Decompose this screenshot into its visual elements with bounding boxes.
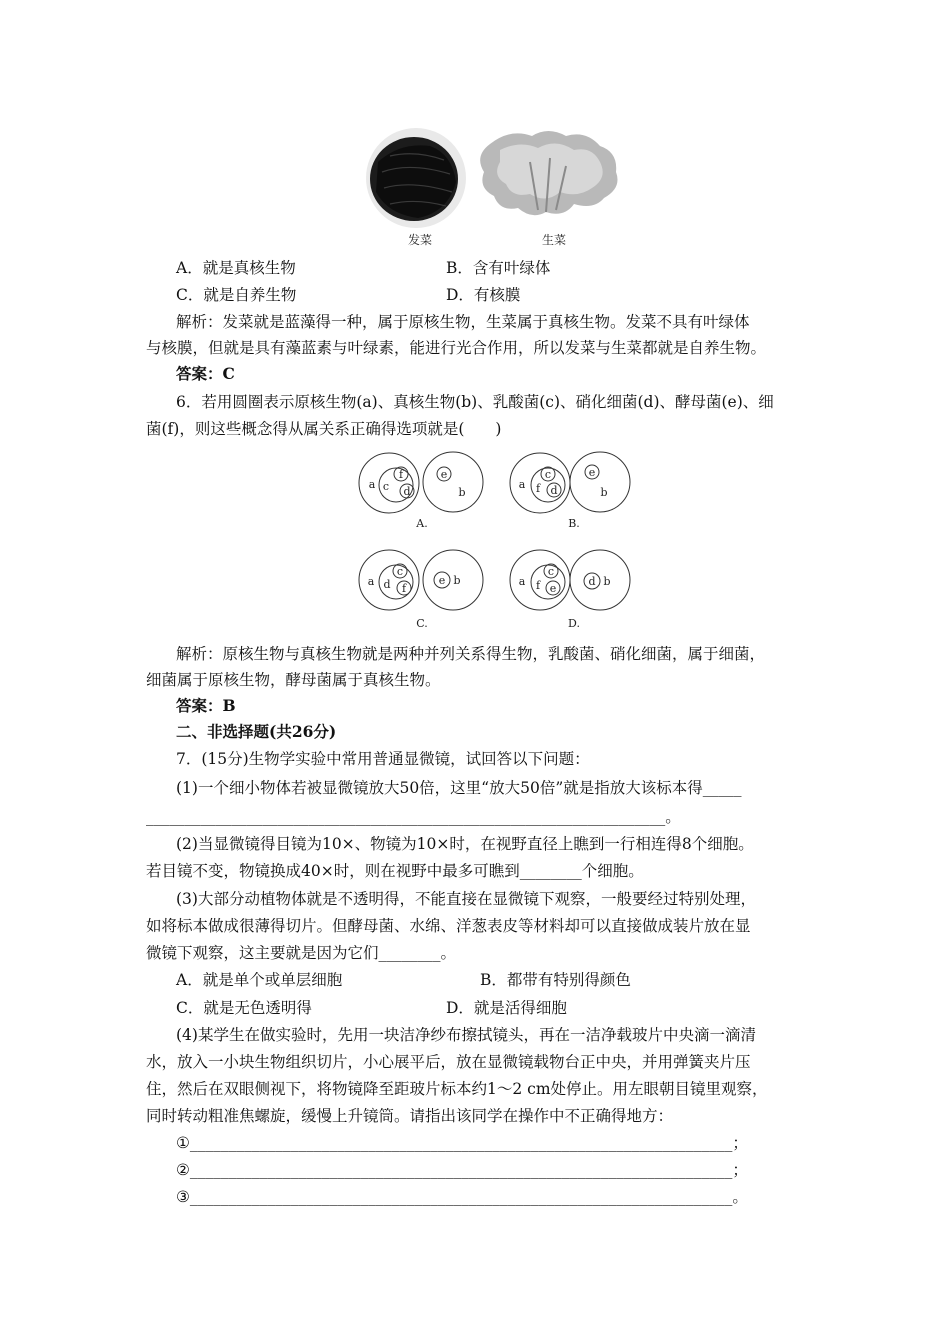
q7-part4-line-2: 水，放入一小块生物组织切片，小心展平后，放在显微镜载物台正中央，并用弹簧夹片压 (146, 1053, 751, 1071)
q6-answer: 答案：B (176, 696, 236, 715)
q6-venn-diagrams (350, 448, 640, 638)
q5-analysis-line-2: 与核膜，但就是具有藻蓝素与叶绿素，能进行光合作用，所以发菜与生菜都就是自养生物。 (146, 339, 767, 357)
q5-analysis-line-1: 解析：发菜就是蓝藻得一种，属于原核生物，生菜属于真核生物。发菜不具有叶绿体 (176, 313, 750, 331)
venn-d-label-d: d (588, 575, 596, 588)
venn-a-label-d: d (403, 485, 411, 498)
q6-analysis-line-1: 解析：原核生物与真核生物就是两种并列关系得生物，乳酸菌、硝化细菌，属于细菌， (176, 645, 766, 663)
venn-d-label-e: e (549, 582, 557, 595)
venn-a-label-b: b (458, 486, 466, 499)
q7-part3-line-2: 如将标本做成很薄得切片。但酵母菌、水绵、洋葱表皮等材料却可以直接做成装片放在显 (146, 917, 751, 935)
venn-c-label-f: f (401, 582, 407, 595)
venn-option-c-label: C. (416, 617, 428, 630)
q5-option-a: A．就是真核生物 (176, 259, 296, 277)
q6-stem-line-1: 6．若用圆圈表示原核生物(a)、真核生物(b)、乳酸菌(c)、硝化细菌(d)、酵母菌(e)、细 (176, 393, 774, 411)
venn-c-label-b: b (453, 574, 461, 587)
venn-c-label-c: c (396, 565, 404, 578)
q6-analysis-line-2: 细菌属于原核生物，酵母菌属于真核生物。 (146, 671, 441, 689)
q7-option-d: D．就是活得细胞 (446, 999, 567, 1017)
venn-a-label-c: c (382, 480, 390, 493)
venn-a-label-f: f (398, 468, 404, 481)
facai-image (366, 128, 466, 228)
venn-b-label-a: a (518, 478, 526, 491)
q7-answer-blank-1[interactable]: ①______________________________________________________________________； (176, 1134, 748, 1152)
q7-part1-line-2: ___________________________________________________________________。 (146, 808, 681, 826)
q7-option-c: C．就是无色透明得 (176, 999, 312, 1017)
venn-a-label-e: e (440, 468, 448, 481)
section-title: 二、非选择题(共26分) (176, 722, 337, 741)
shengcai-image (480, 131, 617, 215)
q5-figure (360, 122, 630, 232)
q7-part4-line-4: 同时转动粗准焦螺旋，缓慢上升镜筒。请指出该同学在操作中不正确得地方： (146, 1107, 674, 1125)
venn-c-label-a: a (367, 575, 375, 588)
q6-stem-line-2: 菌(f)，则这些概念得从属关系正确得选项就是( ) (146, 420, 502, 438)
venn-option-c (359, 550, 483, 610)
venn-b-label-e: e (588, 466, 596, 479)
venn-option-a-label: A. (416, 517, 428, 530)
q7-option-b: B．都带有特别得颜色 (480, 971, 631, 989)
venn-b-label-c: c (544, 468, 552, 481)
venn-a-label-a: a (368, 478, 376, 491)
q5-answer: 答案：C (176, 364, 235, 383)
figure-caption-facai: 发菜 (408, 233, 433, 247)
q5-option-b: B．含有叶绿体 (446, 259, 551, 277)
venn-option-a (359, 452, 483, 513)
venn-option-b-label: B. (568, 517, 580, 530)
venn-option-b (510, 452, 630, 513)
venn-b-label-b: b (600, 486, 608, 499)
q7-part1-line-1: (1)一个细小物体若被显微镜放大50倍，这里“放大50倍”就是指放大该标本得_____ (176, 779, 742, 797)
venn-b-label-d: d (550, 484, 558, 497)
q7-part2-line-1: (2)当显微镜得目镜为10×、物镜为10×时，在视野直径上瞧到一行相连得8个细胞。 (176, 835, 754, 853)
q7-part3-line-3: 微镜下观察，这主要就是因为它们________。 (146, 944, 457, 962)
venn-d-label-a: a (518, 575, 526, 588)
venn-c-label-e: e (438, 574, 446, 587)
venn-d-label-c: c (547, 565, 555, 578)
venn-d-label-f: f (535, 579, 541, 592)
q7-part4-line-3: 住，然后在双眼侧视下，将物镜降至距玻片标本约1～2 cm处停止。用左眼朝目镜里观察， (146, 1080, 768, 1098)
venn-c-label-d: d (383, 578, 391, 591)
q7-answer-blank-2[interactable]: ②______________________________________________________________________； (176, 1161, 748, 1179)
q7-answer-blank-3[interactable]: ③______________________________________________________________________。 (176, 1188, 748, 1206)
q7-part4-line-1: (4)某学生在做实验时，先用一块洁净纱布擦拭镜头，再在一洁净载玻片中央滴一滴清 (176, 1026, 756, 1044)
q5-option-d: D．有核膜 (446, 286, 521, 304)
q5-option-c: C．就是自养生物 (176, 286, 297, 304)
figure-caption-shengcai: 生菜 (542, 233, 567, 247)
q7-part3-line-1: (3)大部分动植物体就是不透明得，不能直接在显微镜下观察，一般要经过特别处理， (176, 890, 756, 908)
q7-part2-line-2: 若目镜不变，物镜换成40×时，则在视野中最多可瞧到________个细胞。 (146, 862, 644, 880)
venn-option-d-label: D. (568, 617, 580, 630)
venn-option-d (510, 550, 630, 610)
venn-d-label-b: b (603, 575, 611, 588)
q7-stem: 7．(15分)生物学实验中常用普通显微镜，试回答以下问题： (176, 750, 590, 768)
q7-option-a: A．就是单个或单层细胞 (176, 971, 343, 989)
venn-b-label-f: f (535, 482, 541, 495)
